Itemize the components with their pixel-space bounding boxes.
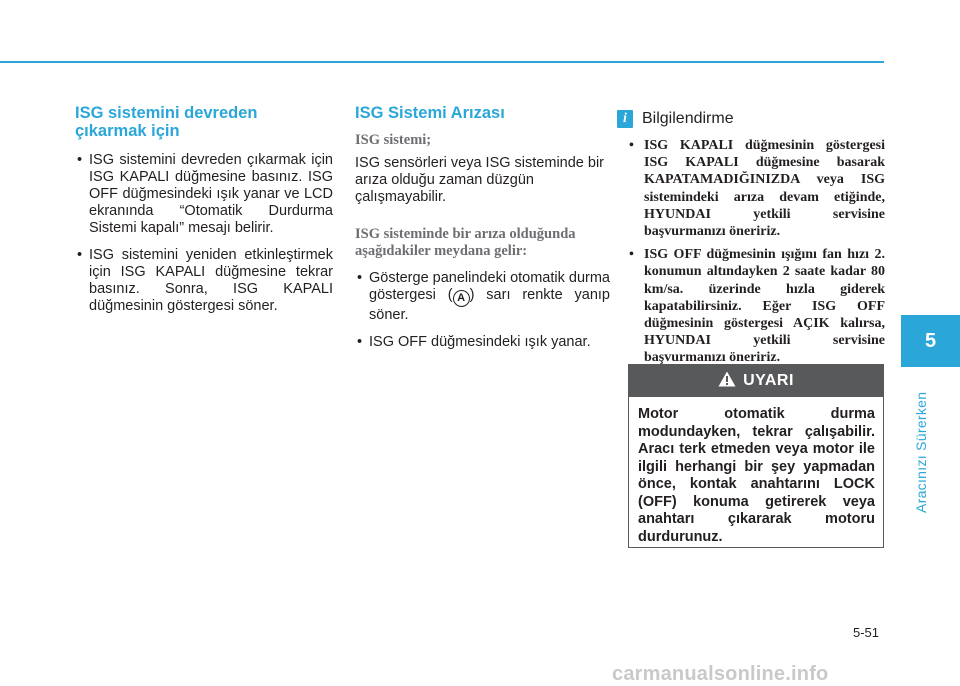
page-number: 5-51 <box>853 625 880 640</box>
list-item: • ISG KAPALI düğmesinin göstergesi ISG KAPALI düğmesine basarak KAPATAMADIĞINIZDA veya ISG sistemindeki arıza devam etiğinde, HYUNDAI yetkili servisine başvurmanızı öneririz. <box>627 137 885 240</box>
info-title: Bilgilendirme <box>642 110 734 127</box>
warning-title: UYARI <box>743 372 794 389</box>
warning-header <box>629 365 883 397</box>
warning-triangle-icon <box>718 371 736 392</box>
watermark: carmanualsonline.info <box>612 663 829 685</box>
bullet-list <box>75 152 333 315</box>
auto-stop-indicator-icon: A <box>453 290 470 307</box>
section-heading-isg-malfunction: ISG Sistemi Arızası <box>355 104 505 122</box>
list-item: • Gösterge panelindeki otomatik durma göstergesi ( A ) sarı renkte yanıp söner. <box>355 270 610 324</box>
info-bullet-list <box>627 137 885 367</box>
subheading-isg-system: ISG sistemi; <box>355 132 432 148</box>
column-isg-malfunction <box>355 104 610 361</box>
warning-box <box>628 364 884 548</box>
list-item: • ISG sistemini yeniden etkinleştirmek için ISG KAPALI düğmesine tekrar basınız. Sonra, ISG KAPALI düğmesinin göstergesi söner. <box>75 247 333 315</box>
list-item: • ISG OFF düğmesinin ışığını fan hızı 2. konumun altındayken 2 saate kadar 80 km/sa. üzerinde hızla giderek kapatabilirsiniz. Eğer ISG OFF düğmesinin göstergesi AÇIK kalırsa, HYUNDAI yetkili servisine başvurmanızı öneririz. <box>627 246 885 366</box>
bullet-list <box>355 270 610 351</box>
list-item: • ISG sistemini devreden çıkarmak için ISG KAPALI düğmesine basınız. ISG OFF düğmesindeki ışık yanar ve LCD ekranında “Otomatik Durdurma Sistemi kapalı” mesajı belirir. <box>75 152 333 237</box>
info-icon: i <box>617 110 633 128</box>
subheading-malfunction-effects: ISG sisteminde bir arıza olduğunda aşağıdakiler meydana gelir: <box>355 226 576 259</box>
column-disable-isg <box>75 104 333 325</box>
list-item: • ISG OFF düğmesindeki ışık yanar. <box>355 334 610 351</box>
chapter-sidebar <box>913 385 935 515</box>
header-rule <box>0 61 884 63</box>
chapter-title: Aracınızı Sürerken <box>913 391 929 513</box>
warning-text: Motor otomatik durma modundayken, tekrar çalışabilir. Aracı terk etmeden veya motor ile ilgili herhangi bir şey yapmadan önce, kontak anahtarını LOCK (OFF) konuma getirerek veya anahtarı çıkararak motoru durdurunuz. <box>638 406 875 545</box>
info-header <box>617 110 885 128</box>
chapter-tab: 5 <box>901 315 960 367</box>
section-heading-disable-isg: ISG sistemini devreden çıkarmak için <box>75 104 258 140</box>
paragraph: ISG sensörleri veya ISG sisteminde bir arıza olduğu zaman düzgün çalışmayabilir. <box>355 155 605 205</box>
column-information <box>623 110 885 373</box>
